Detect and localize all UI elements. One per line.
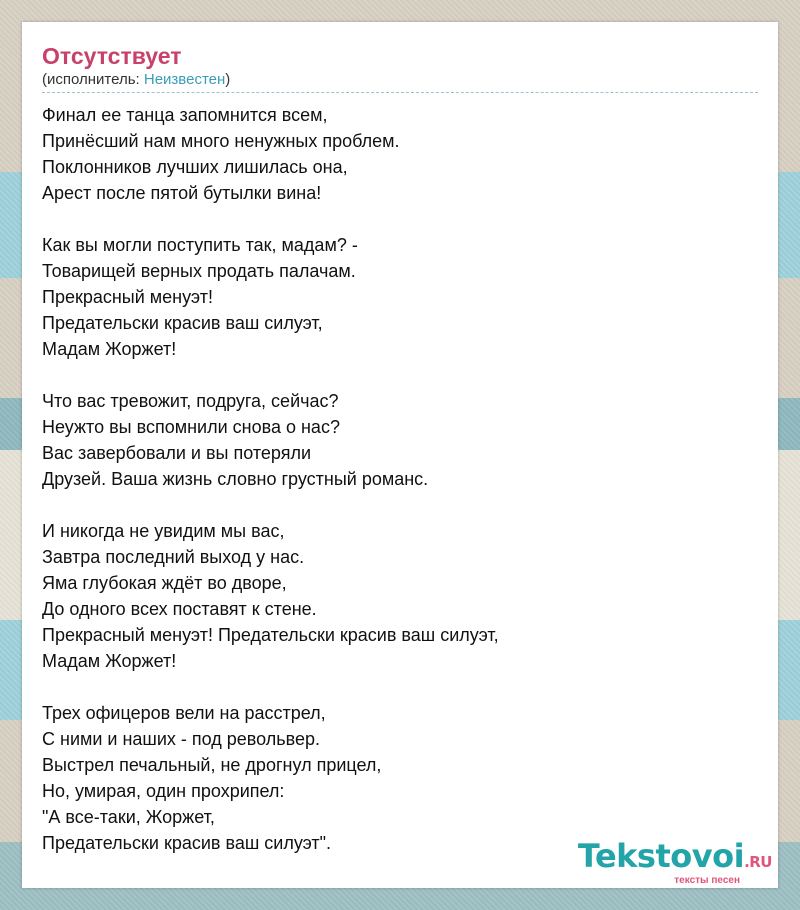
- lyric-line: Предательски красив ваш силуэт".: [42, 833, 332, 853]
- lyric-line: И никогда не увидим мы вас,: [42, 521, 285, 541]
- song-header: [42, 42, 758, 93]
- lyric-line: Трех офицеров вели на расстрел,: [42, 703, 326, 723]
- lyric-line: Прекрасный менуэт! Предательски красив ваш силуэт,: [42, 625, 499, 645]
- song-title: Отсутствует: [42, 43, 182, 69]
- logo-tld: .RU: [744, 853, 772, 871]
- logo-name: Tekstovoi: [577, 837, 745, 875]
- artist-prefix: (исполнитель:: [42, 71, 144, 88]
- lyric-line: Яма глубокая ждёт во дворе,: [42, 573, 287, 593]
- lyric-line: Товарищей верных продать палачам.: [42, 261, 356, 281]
- lyric-line: Прекрасный менуэт!: [42, 287, 213, 307]
- stanza: [42, 700, 758, 856]
- stanza: [42, 518, 758, 674]
- lyric-line: Но, умирая, один прохрипел:: [42, 781, 285, 801]
- site-logo[interactable]: [578, 839, 772, 886]
- artist-suffix: ): [225, 71, 231, 88]
- lyric-line: Мадам Жоржет!: [42, 651, 177, 671]
- lyric-line: "А все-таки, Жоржет,: [42, 807, 215, 827]
- artist-line: [42, 70, 758, 90]
- lyrics-card: [22, 22, 778, 888]
- lyric-line: Предательски красив ваш силуэт,: [42, 313, 323, 333]
- lyric-line: До одного всех поставят к стене.: [42, 599, 317, 619]
- stanza: [42, 388, 758, 492]
- lyric-line: Принёсший нам много ненужных проблем.: [42, 131, 400, 151]
- lyric-line: Вас завербовали и вы потеряли: [42, 443, 311, 463]
- lyrics-body: [42, 102, 758, 882]
- stanza: [42, 232, 758, 362]
- logo-tagline: тексты песен: [674, 875, 740, 886]
- lyric-line: С ними и наших - под револьвер.: [42, 729, 321, 749]
- logo-wordmark: [578, 839, 772, 879]
- lyric-line: Что вас тревожит, подруга, сейчас?: [42, 391, 339, 411]
- stanza: [42, 102, 758, 206]
- lyric-line: Как вы могли поступить так, мадам? -: [42, 235, 358, 255]
- lyric-line: Друзей. Ваша жизнь словно грустный романс.: [42, 469, 429, 489]
- lyric-line: Мадам Жоржет!: [42, 339, 177, 359]
- artist-link[interactable]: Неизвестен: [143, 71, 226, 88]
- lyric-line: Неужто вы вспомнили снова о нас?: [42, 417, 340, 437]
- lyric-line: Завтра последний выход у нас.: [42, 547, 305, 567]
- lyric-line: Поклонников лучших лишилась она,: [42, 157, 348, 177]
- lyric-line: Финал ее танца запомнится всем,: [42, 105, 328, 125]
- lyric-line: Арест после пятой бутылки вина!: [42, 183, 322, 203]
- lyric-line: Выстрел печальный, не дрогнул прицел,: [42, 755, 382, 775]
